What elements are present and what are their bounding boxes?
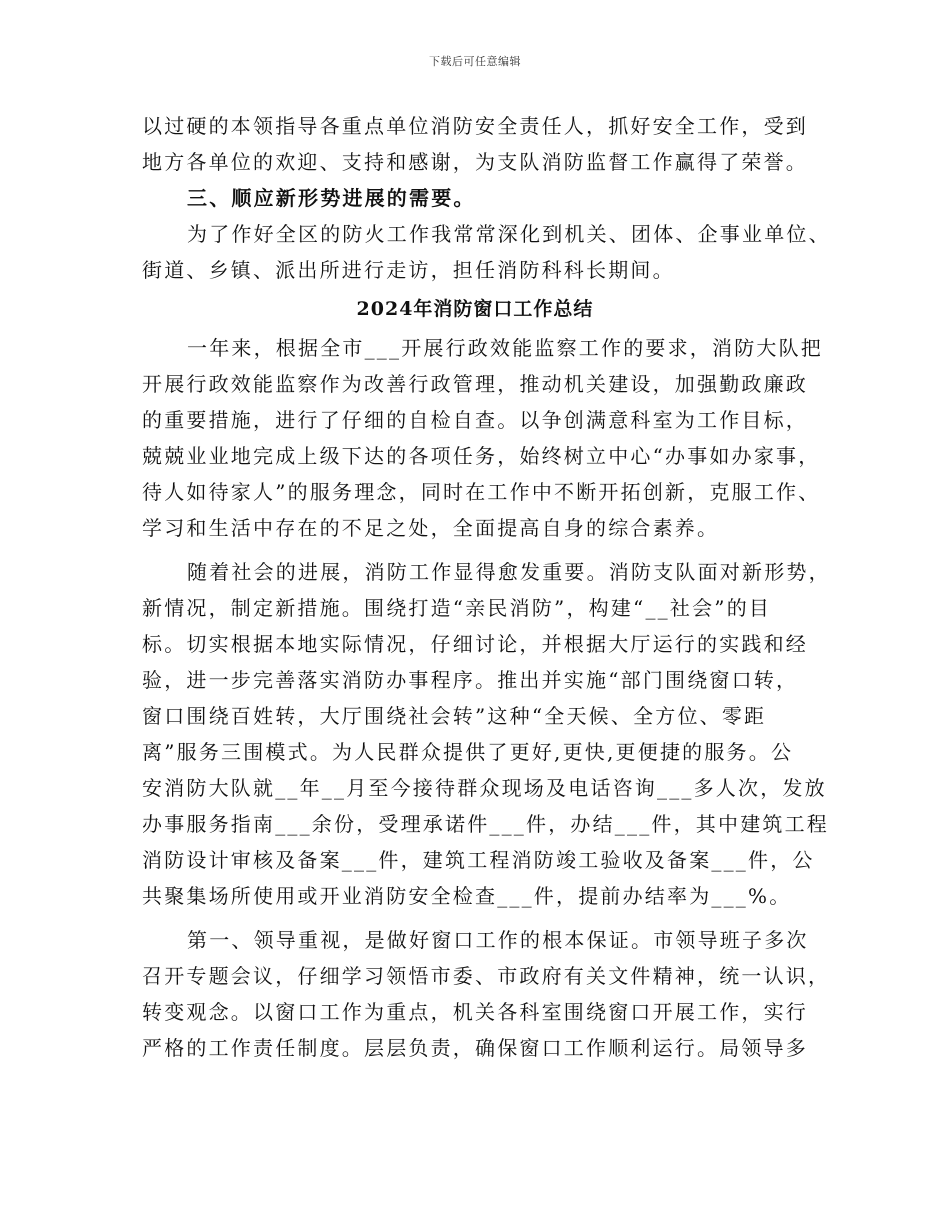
text-line: 消防设计审核及备案___件，建筑工程消防竣工验收及备案___件，公: [142, 848, 815, 872]
section-heading: 三、顺应新形势进展的需要。: [187, 186, 476, 210]
text-line: 街道、乡镇、派出所进行走访，担任消防科科长期间。: [142, 258, 675, 282]
text-line: 离”服务三围模式。为人民群众提供了更好,更快,更便捷的服务。公: [142, 740, 794, 764]
text-line: 以过硬的本领指导各重点单位消防安全责任人，抓好安全工作，受到: [142, 114, 808, 138]
text-line: 兢兢业业地完成上级下达的各项任务，始终树立中心“办事如办家事，: [142, 444, 821, 468]
text-line: 转变观念。以窗口工作为重点，机关各科室围绕窗口开展工作，实行: [142, 1000, 808, 1024]
text-line: 安消防大队就__年__月至今接待群众现场及电话咨询___多人次，发放: [142, 776, 827, 800]
text-line: 验，进一步完善落实消防办事程序。推出并实施“部门围绕窗口转，: [142, 668, 799, 692]
text-line: 一年来，根据全市___开展行政效能监察工作的要求，消防大队把: [187, 336, 823, 360]
text-line: 开展行政效能监察作为改善行政管理，推动机关建设，加强勤政廉政: [142, 372, 808, 396]
text-line: 新情况，制定新措施。围绕打造“亲民消防”，构建“__社会”的目: [142, 596, 772, 620]
text-line: 为了作好全区的防火工作我常常深化到机关、团体、企事业单位、: [187, 222, 831, 246]
document-title: 2024年消防窗口工作总结: [356, 298, 594, 320]
text-line: 待人如待家人”的服务理念，同时在工作中不断开拓创新，克服工作、: [142, 480, 821, 504]
text-line: 召开专题会议，仔细学习领悟市委、市政府有关文件精神，统一认识，: [142, 964, 831, 988]
text-line: 办事服务指南___余份，受理承诺件___件，办结___件，其中建筑工程: [142, 812, 829, 836]
text-line: 共聚集场所使用或开业消防安全检查___件，提前办结率为___%。: [142, 884, 792, 908]
text-line: 标。切实根据本地实际情况，仔细讨论，并根据大厅运行的实践和经: [142, 632, 808, 656]
text-line: 地方各单位的欢迎、支持和感谢，为支队消防监督工作赢得了荣誉。: [142, 150, 808, 174]
text-line: 严格的工作责任制度。层层负责，确保窗口工作顺利运行。局领导多: [142, 1036, 808, 1060]
page-header-note: 下载后可任意编辑: [429, 55, 521, 68]
text-line: 的重要措施，进行了仔细的自检自查。以争创满意科室为工作目标，: [142, 408, 808, 432]
text-line: 学习和生活中存在的不足之处，全面提高自身的综合素养。: [142, 516, 720, 540]
text-line: 窗口围绕百姓转，大厅围绕社会转”这种“全天候、全方位、零距: [142, 704, 767, 728]
text-line: 随着社会的进展，消防工作显得愈发重要。消防支队面对新形势，: [187, 560, 831, 584]
text-line: 第一、领导重视，是做好窗口工作的根本保证。市领导班子多次: [187, 928, 809, 952]
